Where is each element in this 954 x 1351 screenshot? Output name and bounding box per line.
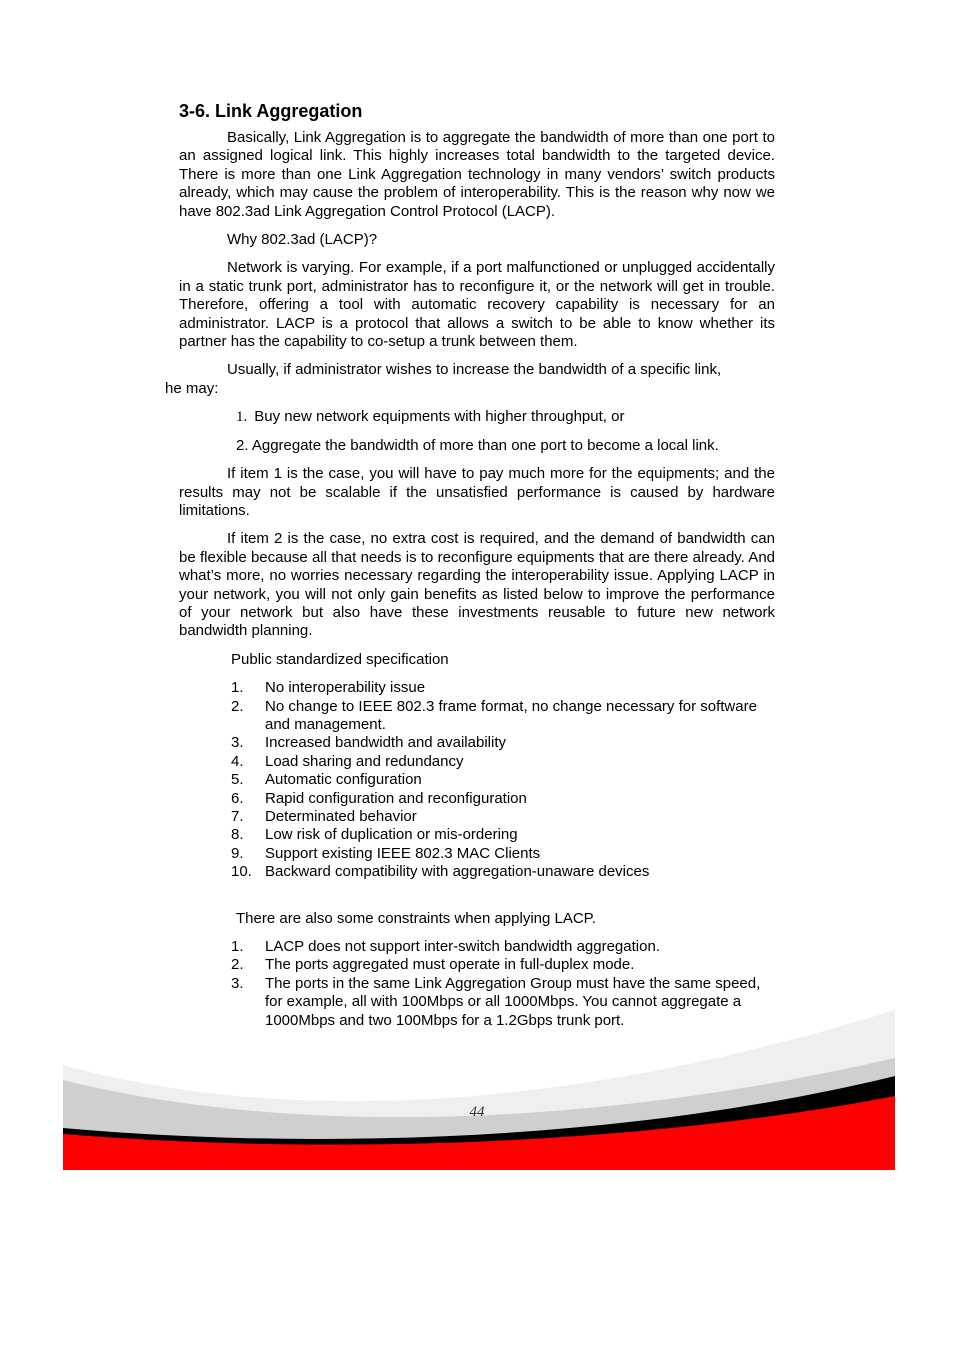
list-item: [179, 808, 775, 826]
section-title: 3-6. Link Aggregation: [179, 101, 363, 121]
list-number: 4.: [231, 752, 244, 770]
list-number: 7.: [231, 808, 244, 825]
page-content: [165, 100, 775, 1030]
list-number: 5.: [231, 771, 244, 789]
benefits-label: Public standardized specification: [231, 650, 449, 668]
option-item-2: 2. Aggregate the bandwidth of more than one port to become a local link.: [236, 436, 719, 454]
list-text: The ports in the same Link Aggregation Group must have the same speed, for example, all with 100Mbps or all 1000Mbps. You cannot aggregate a 1000Mbps and two 100Mbps for a 1.2Gbps trunk port.: [265, 974, 761, 1029]
list-number: 2.: [231, 956, 244, 974]
list-text: Low risk of duplication or mis-ordering: [265, 826, 518, 844]
list-item: [179, 734, 775, 752]
option-item-1-number: 1.: [236, 409, 248, 426]
option-item-1: [179, 408, 775, 426]
list-item: [179, 826, 775, 844]
list-text: Determinated behavior: [265, 808, 417, 825]
spacer: [179, 882, 775, 910]
paragraph-network-varying: Network is varying. For example, if a port malfunctioned or unplugged accidentally in a static trunk port, administrator has to reconfigure it, or the network will get in trouble. Therefore, offering a tool with automatic recovery capability is necessary for an administrator. LACP is a protocol that allows a switch to be able to know whether its partner has the capability to co-setup a trunk between them.: [179, 259, 775, 351]
list-item: [179, 956, 775, 974]
paragraph-why-lacp: Why 802.3ad (LACP)?: [227, 231, 378, 249]
list-item: [179, 845, 775, 863]
list-text: No interoperability issue: [265, 679, 426, 697]
list-text: Support existing IEEE 802.3 MAC Clients: [265, 844, 541, 862]
paragraph-usually: [165, 361, 775, 398]
list-text: Load sharing and redundancy: [265, 752, 464, 770]
benefits-list: [179, 679, 775, 881]
paragraph-usually-line1: Usually, if administrator wishes to increase the bandwidth of a specific link,: [227, 361, 722, 379]
list-number: 1.: [231, 679, 244, 697]
list-text: No change to IEEE 802.3 frame format, no change necessary for software and management.: [265, 697, 757, 733]
list-item: [179, 771, 775, 789]
list-text: Backward compatibility with aggregation-unaware devices: [265, 863, 650, 881]
paragraph-usually-line2: he may:: [165, 379, 219, 397]
page-number: 44: [469, 1104, 485, 1120]
list-number: 2.: [231, 697, 244, 715]
footer-swoosh-decoration: [63, 1010, 895, 1170]
constraints-label: There are also some constraints when applying LACP.: [236, 909, 596, 927]
option-item-1-text: Buy new network equipments with higher throughput, or: [254, 408, 625, 426]
list-number: 1.: [231, 938, 244, 956]
list-text: Automatic configuration: [265, 771, 422, 789]
list-number: 3.: [231, 974, 244, 992]
paragraph-intro: Basically, Link Aggregation is to aggregate the bandwidth of more than one port to an assigned logical link. This highly increases total bandwidth to the targeted device. There is more than one Link Aggregation technology in many vendors’ switch products already, which may cause the problem of interoperability. This is the reason why now we have 802.3ad Link Aggregation Control Protocol (LACP).: [179, 129, 775, 220]
list-number: 6.: [231, 789, 244, 807]
list-text: The ports aggregated must operate in full-duplex mode.: [265, 956, 635, 974]
list-item: [179, 753, 775, 771]
list-text: Rapid configuration and reconfiguration: [265, 789, 527, 807]
paragraph-item2-case: If item 2 is the case, no extra cost is required, and the demand of bandwidth can be flexible because all that needs is to reconfigure equipments that are there already. And what’s more, no worries necessary regarding the interoperability issue. Applying LACP in your network, you will not only gain benefits as listed below to improve the performance of your network but also have these investments reusable to future new network bandwidth planning.: [179, 530, 775, 640]
paragraph-item1-case: If item 1 is the case, you will have to pay much more for the equipments; and the results may not be scalable if the unsatisfied performance is caused by hardware limitations.: [179, 465, 775, 519]
list-item: [179, 679, 775, 697]
list-number: 10.: [231, 863, 252, 881]
list-number: 8.: [231, 826, 244, 844]
list-item: [179, 863, 775, 881]
list-number: 3.: [231, 734, 244, 752]
list-text: Increased bandwidth and availability: [265, 734, 506, 752]
list-item: [179, 938, 775, 956]
list-text: LACP does not support inter-switch bandwidth aggregation.: [265, 938, 660, 956]
list-item: [179, 698, 775, 735]
list-number: 9.: [231, 844, 244, 862]
list-item: [179, 790, 775, 808]
